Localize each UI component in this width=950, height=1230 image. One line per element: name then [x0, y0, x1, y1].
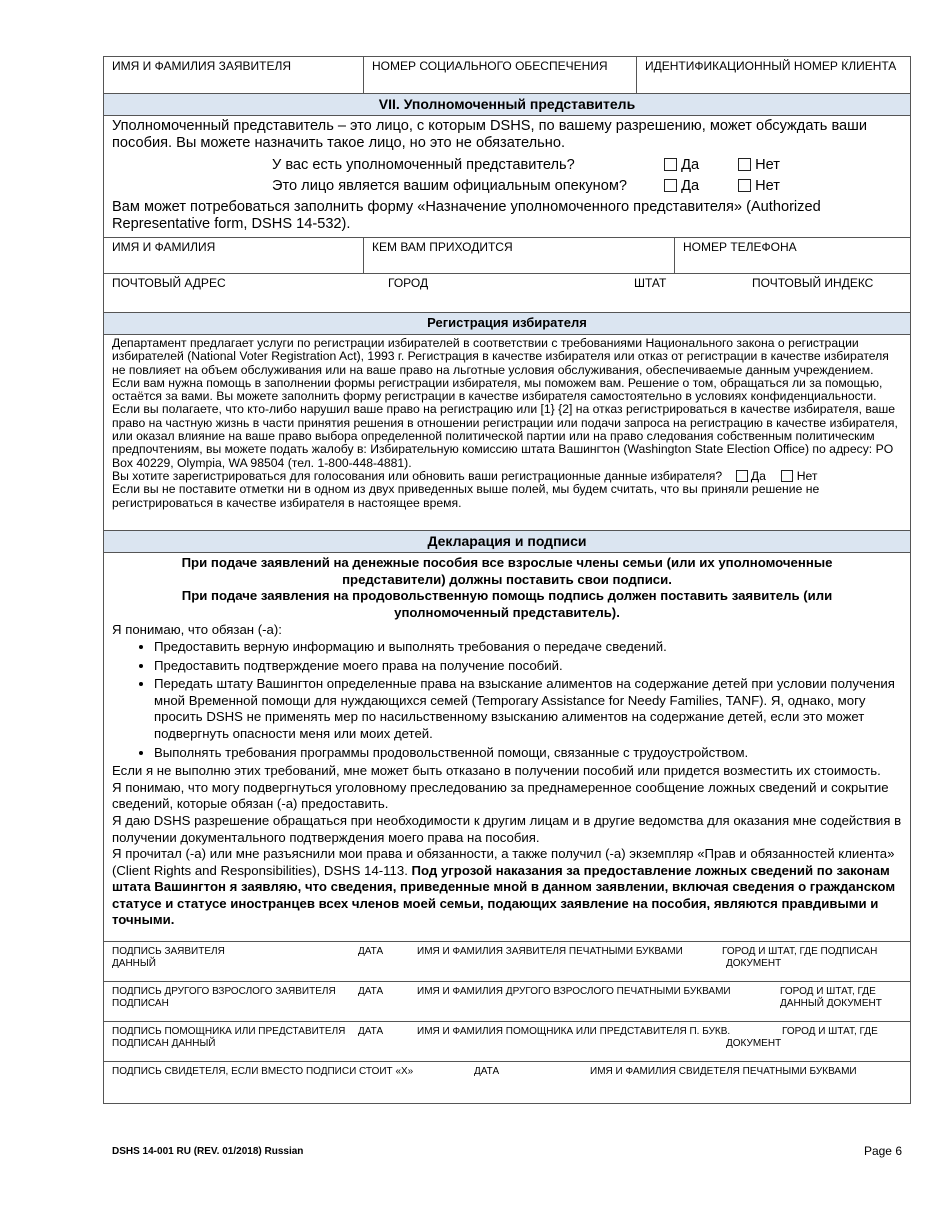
helper-print-name-field[interactable]	[417, 1026, 730, 1038]
declaration-title: Декларация и подписи	[427, 533, 587, 549]
perjury-statement: Под угрозой наказания за предоставление ложных сведений по законам штата Вашингтон я заявляю, что сведения, приведенные мной в данном заявлении, включая сведения о гражданском статусе и статусе иностранцев всех членов моей семьи, подающих заявление на пособия, являются правдивыми и точными.	[112, 862, 896, 928]
other-adult-print-name-field[interactable]	[417, 986, 731, 998]
applicant-signature-row[interactable]	[104, 942, 910, 982]
helper-city-state-label: ГОРОД И ШТАТ, ГДЕ	[782, 1026, 878, 1037]
other-adult-date-field[interactable]	[358, 986, 383, 998]
applicant-signature-field[interactable]	[112, 946, 225, 970]
voter-no-selection-note: Если вы не поставите отметки ни в одном из двух приведенных выше полей, мы будем считать, что вы приняли решение не регистрироваться в качестве избирателя в настоящее время.	[112, 482, 820, 510]
other-adult-city-state-label-2: ДАННЫЙ ДОКУМЕНТ	[780, 998, 882, 1009]
helper-date-field[interactable]	[358, 1026, 383, 1038]
witness-date-field[interactable]	[474, 1066, 499, 1078]
rep-zip-label: ПОЧТОВЫЙ ИНДЕКС	[752, 276, 874, 290]
obligations-list	[112, 639, 902, 761]
has-rep-yes-option[interactable]	[664, 157, 699, 174]
guardian-no-option[interactable]	[738, 178, 780, 195]
rep-state-label: ШТАТ	[634, 276, 667, 290]
rep-address-label: ПОЧТОВЫЙ АДРЕС	[112, 276, 226, 290]
declaration-body	[104, 553, 910, 942]
applicant-city-state-label-2: ДОКУМЕНТ	[726, 958, 782, 969]
voter-no-label: Нет	[796, 468, 818, 483]
other-adult-city-state-label: ГОРОД И ШТАТ, ГДЕ	[780, 986, 876, 997]
voter-registration-body	[104, 335, 910, 531]
helper-signature-label-2: ПОДПИСАН ДАННЫЙ	[112, 1038, 216, 1049]
rep-zip-field[interactable]	[744, 274, 910, 312]
ssn-field[interactable]	[363, 57, 636, 93]
obligations-intro: Я понимаю, что обязан (-а):	[112, 622, 282, 638]
client-id-label: ИДЕНТИФИКАЦИОННЫЙ НОМЕР КЛИЕНТА	[645, 59, 897, 73]
rep-city-field[interactable]	[380, 274, 630, 312]
witness-date-label: ДАТА	[474, 1066, 500, 1077]
helper-city-state-field[interactable]	[726, 1026, 878, 1050]
helper-date-label: ДАТА	[358, 1026, 384, 1037]
rep-contact-row	[104, 238, 910, 274]
applicant-print-name-field[interactable]	[417, 946, 683, 958]
has-rep-question: У вас есть уполномоченный представитель?	[272, 157, 575, 173]
other-adult-signature-field[interactable]	[112, 986, 336, 1010]
helper-print-name-label: ИМЯ И ФАМИЛИЯ ПОМОЩНИКА ИЛИ ПРЕДСТАВИТЕЛЯ П. БУКВ.	[417, 1026, 731, 1037]
section-vii-header	[104, 94, 910, 116]
helper-city-state-label-2: ДОКУМЕНТ	[726, 1038, 782, 1049]
witness-signature-field[interactable]	[112, 1066, 413, 1078]
rights-statement	[112, 846, 902, 929]
other-adult-signature-label: ПОДПИСЬ ДРУГОГО ВЗРОСЛОГО ЗАЯВИТЕЛЯ	[112, 986, 336, 997]
other-adult-date-label: ДАТА	[358, 986, 384, 997]
voter-registration-header	[104, 313, 910, 335]
rights-statement-text: Я прочитал (-а) или мне разъяснили мои права и обязанности, а также получил (-а) экземпляр «Прав и обязанностей клиента» (Client Rights and Responsibilities), DSHS 14-113.	[112, 846, 895, 878]
obligation-item: • Предоставить верную информацию и выполнять требования о передаче сведений.	[154, 639, 902, 656]
helper-signature-label: ПОДПИСЬ ПОМОЩНИКА ИЛИ ПРЕДСТАВИТЕЛЯ	[112, 1026, 346, 1037]
authorized-rep-intro: Уполномоченный представитель – это лицо, с которым DSHS, по вашему разрешению, может обсуждать ваши пособия. Вы можете назначить такое лицо, но это не обязательно.	[112, 118, 868, 151]
witness-print-name-field[interactable]	[590, 1066, 857, 1078]
voter-registration-title: Регистрация избирателя	[427, 315, 587, 330]
helper-signature-row[interactable]	[104, 1022, 910, 1062]
witness-signature-row[interactable]	[104, 1062, 910, 1103]
guardian-yes-label: Да	[681, 178, 700, 194]
prosecution-statement: Я понимаю, что могу подвергнуться уголовному преследованию за преднамеренное сообщение ложных сведений и сокрытие сведений, которые обязан (-а) предоставить.	[112, 779, 889, 812]
has-rep-no-option[interactable]	[738, 157, 780, 174]
applicant-name-field[interactable]	[104, 57, 363, 93]
declaration-header	[104, 531, 910, 553]
ssn-label: НОМЕР СОЦИАЛЬНОГО ОБЕСПЕЧЕНИЯ	[372, 59, 608, 73]
voter-question: Вы хотите зарегистрироваться для голосования или обновить ваши регистрационные данные избирателя?	[112, 468, 723, 483]
has-rep-yes-label: Да	[681, 157, 700, 173]
voter-registration-paragraph: Департамент предлагает услуги по регистрации избирателей в соответствии с требованиями Национального закона о регистрации избирателей (National Voter Registration Act), 1993 г. Регистрация в качестве избирателя или отказ от регистрации в качестве избирателя не повлияет на объем обслуживания или на ваше право на льготные условия обслуживания, обеспечиваемые данным учреждением. Если вам нужна помощь в заполнении формы регистрации избирателя, мы поможем вам. Решение о том, обращаться ли за помощью, остаётся за вами. Вы можете заполнить форму регистрации в качестве избирателя самостоятельно в условиях конфиденциальности. Если вы полагаете, что кто-либо нарушил ваше право на регистрацию или [1} {2] на отказ регистрироваться в качестве избирателя, ваше право на частную жизнь в части принятия решения в отношении регистрации или подачи запроса на регистрацию в качестве избирателя, или оказал влияние на ваше право выбора определенной политической партии или на право следования собственным политическим предпочтениям, вы можете подать жалобу в: Избирательную комиссию штата Вашингтон (Washington State Election Office) по адресу: PO Box 40229, Olympia, WA 98504 (тел. 1-800-448-4881).	[112, 336, 898, 470]
has-rep-no-label: Нет	[755, 157, 780, 173]
voter-yes-option[interactable]	[736, 469, 770, 483]
guardian-no-label: Нет	[755, 178, 780, 194]
voter-question-line	[112, 470, 902, 483]
applicant-print-name-label: ИМЯ И ФАМИЛИЯ ЗАЯВИТЕЛЯ ПЕЧАТНЫМИ БУКВАМИ	[417, 946, 683, 957]
applicant-date-label: ДАТА	[358, 946, 384, 957]
voter-yes-label: Да	[750, 468, 766, 483]
applicant-id-row	[104, 57, 910, 94]
guardian-yes-option[interactable]	[664, 178, 699, 195]
has-rep-yes-checkbox[interactable]	[664, 158, 677, 171]
rep-phone-field[interactable]	[674, 238, 910, 273]
authorization-statement: Я даю DSHS разрешение обращаться при необходимости к другим лицам и в другие ведомства для оказания мне содействия в получении документального подтверждения моего права на пособия.	[112, 812, 902, 845]
applicant-city-state-label: ГОРОД И ШТАТ, ГДЕ ПОДПИСАН	[722, 946, 878, 957]
rep-address-row	[104, 274, 910, 313]
other-adult-signature-row[interactable]	[104, 982, 910, 1022]
helper-signature-field[interactable]	[112, 1026, 345, 1050]
rep-phone-label: НОМЕР ТЕЛЕФОНА	[683, 240, 797, 254]
application-form-page	[103, 56, 911, 1104]
authorized-rep-form-note: Вам может потребоваться заполнить форму «Назначение уполномоченного представителя» (Authorized Representative form, DSHS 14-532).	[112, 199, 821, 232]
section-vii-title: VII. Уполномоченный представитель	[378, 96, 636, 112]
form-id-footer: DSHS 14-001 RU (REV. 01/2018) Russian	[112, 1146, 304, 1157]
rep-city-label: ГОРОД	[388, 276, 429, 290]
applicant-name-label: ИМЯ И ФАМИЛИЯ ЗАЯВИТЕЛЯ	[112, 59, 291, 73]
cash-signature-requirement: При подаче заявлений на денежные пособия все взрослые члены семьи (или их уполномоченные представители) должны поставить свои подписи.	[181, 555, 833, 587]
obligation-item: • Предоставить подтверждение моего права на получение пособий.	[154, 658, 902, 675]
applicant-signature-label: ПОДПИСЬ ЗАЯВИТЕЛЯ	[112, 946, 225, 957]
rep-address-field[interactable]	[104, 274, 384, 312]
applicant-signature-label-2: ДАННЫЙ	[112, 958, 156, 969]
has-rep-no-checkbox[interactable]	[738, 158, 751, 171]
client-id-field[interactable]	[636, 57, 910, 93]
food-signature-requirement: При подаче заявления на продовольственную помощь подпись должен поставить заявитель (или уполномоченный представитель).	[181, 588, 833, 620]
noncompliance-statement: Если я не выполню этих требований, мне может быть отказано в получении пособий или придется возместить их стоимость.	[112, 763, 881, 779]
guardian-question: Это лицо является вашим официальным опекуном?	[272, 178, 627, 194]
guardian-no-checkbox[interactable]	[738, 179, 751, 192]
obligation-item: • Передать штату Вашингтон определенные права на взыскание алиментов на содержание детей при условии получения мной Временной помощи для нуждающихся семей (Temporary Assistance for Needy Families, TANF). Я, однако, могу просить DSHS не применять мер по насильственному взысканию алиментов на содержание детей, если это может подвергнуть опасности меня или моих детей.	[154, 676, 902, 742]
rep-relation-label: КЕМ ВАМ ПРИХОДИТСЯ	[372, 240, 513, 254]
witness-signature-label: ПОДПИСЬ СВИДЕТЕЛЯ, ЕСЛИ ВМЕСТО ПОДПИСИ СТОИТ «Х»	[112, 1066, 414, 1077]
authorized-rep-info	[104, 116, 910, 238]
obligation-item: • Выполнять требования программы продовольственной помощи, связанные с трудоустройством.	[154, 745, 902, 762]
voter-yes-checkbox[interactable]	[736, 470, 748, 482]
witness-print-name-label: ИМЯ И ФАМИЛИЯ СВИДЕТЕЛЯ ПЕЧАТНЫМИ БУКВАМИ	[590, 1066, 857, 1077]
other-adult-print-name-label: ИМЯ И ФАМИЛИЯ ДРУГОГО ВЗРОСЛОГО ПЕЧАТНЫМИ БУКВАМИ	[417, 986, 731, 997]
rep-state-field[interactable]	[626, 274, 736, 312]
other-adult-city-state-field[interactable]	[780, 986, 882, 1010]
applicant-date-field[interactable]	[358, 946, 383, 958]
rep-relation-field[interactable]	[363, 238, 674, 273]
voter-no-checkbox[interactable]	[781, 470, 793, 482]
declaration-text	[104, 553, 910, 929]
other-adult-signature-label-2: ПОДПИСАН	[112, 998, 169, 1009]
voter-no-option[interactable]	[781, 469, 817, 483]
voter-registration-text	[104, 335, 910, 510]
rep-name-field[interactable]	[104, 238, 363, 273]
page-number: Page 6	[863, 1144, 902, 1158]
guardian-yes-checkbox[interactable]	[664, 179, 677, 192]
rep-name-label: ИМЯ И ФАМИЛИЯ	[112, 240, 216, 254]
applicant-city-state-field[interactable]	[722, 946, 877, 970]
